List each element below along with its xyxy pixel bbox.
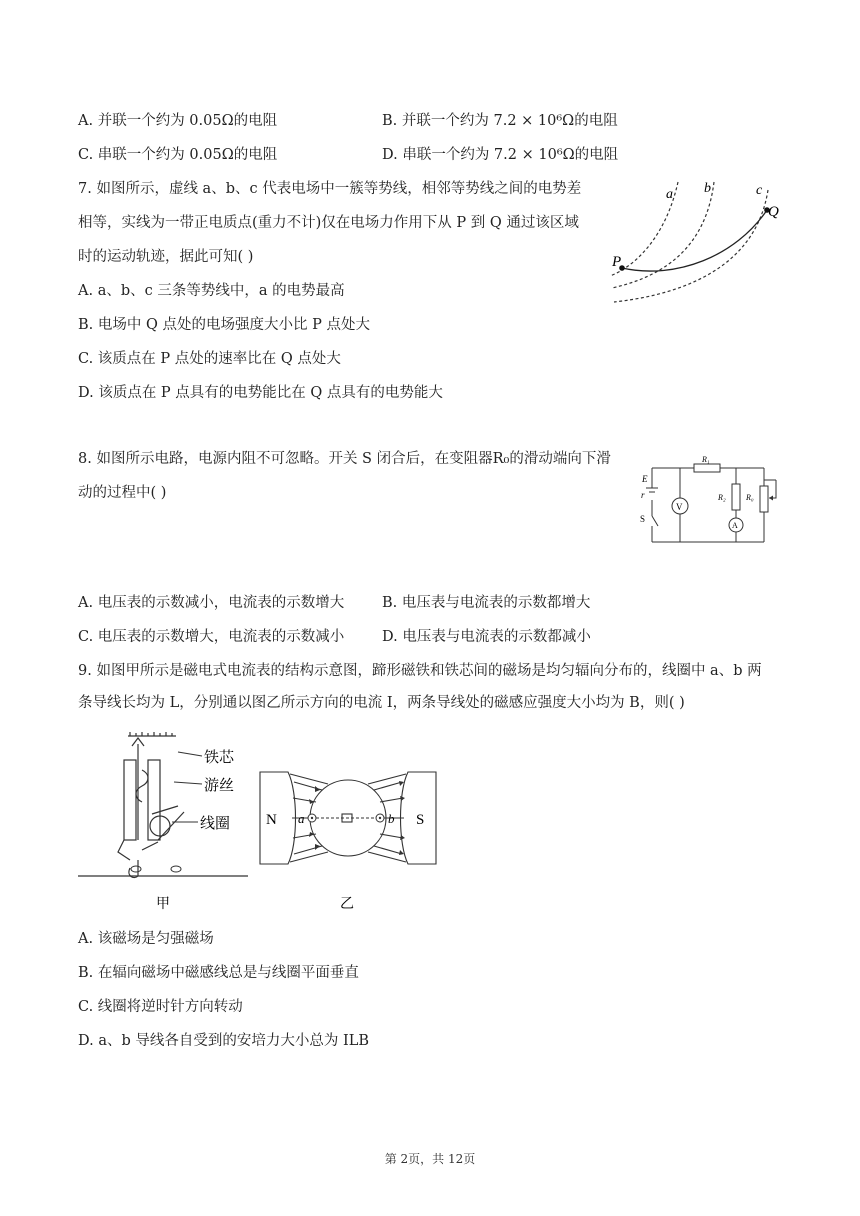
q8-label-v: V (676, 502, 683, 512)
q7-label-p: P (612, 254, 622, 270)
q6-option-b: B. 并联一个约为 7.2 × 10⁶Ω的电阻 (382, 113, 618, 129)
q7-equipotential-figure (606, 176, 790, 312)
q8-label-r2: R₂ (718, 493, 726, 502)
page-footer: 第 2页，共 12页 (384, 1152, 476, 1166)
q7-label-a: a (666, 187, 673, 202)
q9-label-yousi: 游丝 (204, 778, 235, 794)
q8-label-r1: R₁ (702, 455, 710, 464)
q6-option-a: A. 并联一个约为 0.05Ω的电阻 (78, 113, 278, 129)
q9-label-n: N (266, 812, 277, 828)
q7-label-q: Q (768, 204, 779, 220)
q9-label-xianquan: 线圈 (200, 816, 231, 832)
q7-option-a: A. a、b、c 三条等势线中，a 的电势最高 (78, 283, 345, 299)
q9-label-s: S (416, 812, 425, 828)
q6-option-d: D. 串联一个约为 7.2 × 10⁶Ω的电阻 (382, 147, 619, 163)
q7-stem-line2: 相等，实线为一带正电质点(重力不计)仅在电场力作用下从 P 到 Q 通过该区域 (78, 215, 579, 231)
q7-option-d: D. 该质点在 P 点具有的电势能比在 Q 点具有的电势能大 (78, 385, 443, 401)
q8-stem-line2: 动的过程中( ) (78, 485, 167, 501)
q8-option-a: A. 电压表的示数减小，电流表的示数增大 (78, 595, 345, 611)
q6-option-c: C. 串联一个约为 0.05Ω的电阻 (78, 147, 278, 163)
q8-label-r: r (641, 490, 645, 500)
q9-option-a: A. 该磁场是匀强磁场 (78, 931, 214, 947)
q8-label-r0: R₀ (746, 493, 754, 502)
q9-label-yi: 乙 (340, 897, 354, 912)
q9-stem-line2: 条导线长均为 L，分别通以图乙所示方向的电流 I，两条导线处的磁感应强度大小均为 B，则( ) (78, 695, 685, 711)
q7-label-c: c (756, 183, 763, 198)
q8-label-a: A (732, 521, 738, 530)
q8-option-d: D. 电压表与电流表的示数都减小 (382, 629, 591, 645)
q9-label-jia: 甲 (156, 897, 170, 912)
q8-stem-line1: 8. 如图所示电路，电源内阻不可忽略。开关 S 闭合后，在变阻器R₀的滑动端向下滑 (78, 451, 611, 467)
q9-label-tiexin: 铁芯 (204, 750, 235, 766)
q9-galvanometer-figure (78, 730, 250, 914)
q8-option-c: C. 电压表的示数增大，电流表的示数减小 (78, 629, 345, 645)
q7-stem-line1: 7. 如图所示，虚线 a、b、c 代表电场中一簇等势线，相邻等势线之间的电势差 (78, 181, 582, 197)
q7-option-b: B. 电场中 Q 点处的电场强度大小比 P 点处大 (78, 317, 370, 333)
q7-option-c: C. 该质点在 P 点处的速率比在 Q 点处大 (78, 351, 341, 367)
q9-option-d: D. a、b 导线各自受到的安培力大小总为 ILB (78, 1033, 369, 1049)
q9-stem-line1: 9. 如图甲所示是磁电式电流表的结构示意图，蹄形磁铁和铁芯间的磁场是均匀辐向分布的，线圈中 a、b 两 (78, 663, 762, 679)
q9-option-b: B. 在辐向磁场中磁感线总是与线圈平面垂直 (78, 965, 359, 981)
q9-label-b: b (388, 811, 395, 826)
q9-radial-field-figure (258, 768, 438, 914)
q8-option-b: B. 电压表与电流表的示数都增大 (382, 595, 591, 611)
q9-option-c: C. 线圈将逆时针方向转动 (78, 999, 243, 1015)
q7-label-b: b (704, 181, 711, 196)
q9-label-a: a (298, 811, 305, 826)
q8-circuit-figure (636, 452, 786, 550)
q7-stem-line3: 时的运动轨迹，据此可知( ) (78, 249, 254, 265)
q8-label-e: E (642, 474, 648, 484)
q8-label-s: S (640, 514, 646, 524)
